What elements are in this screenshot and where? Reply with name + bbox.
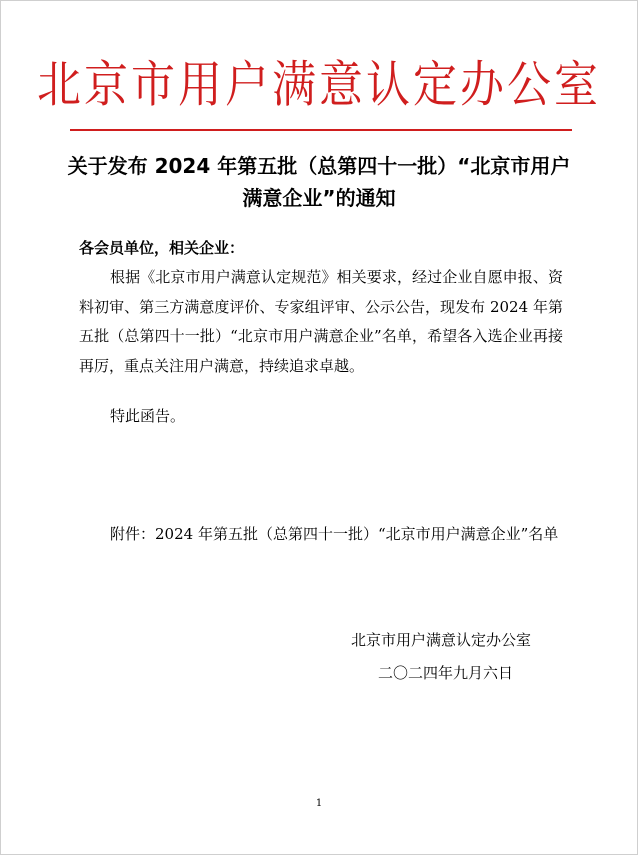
- signature-date: 二〇二四年九月六日: [378, 664, 514, 682]
- salutation: 各会员单位，相关企业：: [79, 239, 245, 257]
- attachment-note: 附件：2024 年第五批（总第四十一批）“北京市用户满意企业”名单: [110, 525, 559, 543]
- signature-organization: 北京市用户满意认定办公室: [351, 631, 532, 649]
- closing-line: 特此函告。: [110, 407, 186, 425]
- page-number: 1: [315, 798, 323, 809]
- body-paragraph: 根据《北京市用户满意认定规范》相关要求，经过企业自愿申报、资料初审、第三方满意度评价、专家组评审、公示公告，现发布 2024 年第五批（总第四十一批）“北京市用户满意企业”名单，希望各入选企业再接再厉，重点关注用户满意，持续追求卓越。: [79, 268, 563, 375]
- letterhead-red-rule: [70, 129, 572, 131]
- notice-title: 关于发布 2024 年第五批（总第四十一批）“北京市用户满意企业”的通知: [67, 154, 571, 210]
- letterhead-title: 北京市用户满意认定办公室: [37, 56, 601, 114]
